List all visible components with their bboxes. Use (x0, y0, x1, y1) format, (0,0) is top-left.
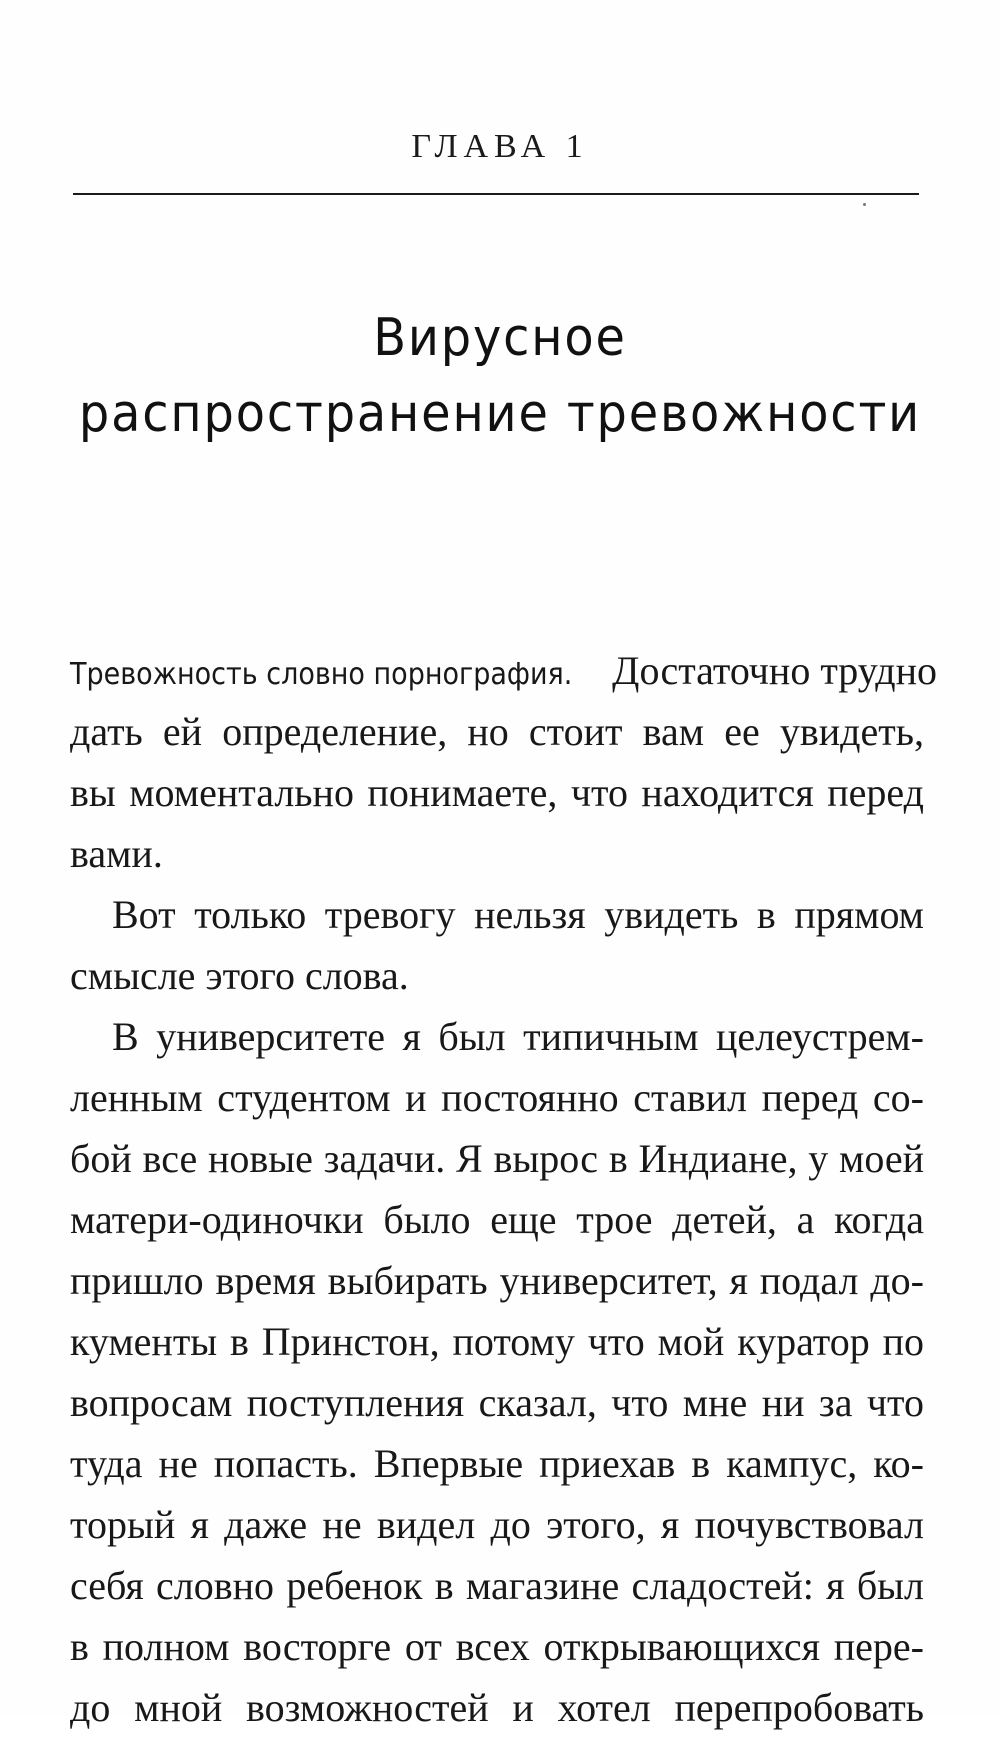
text-line-8: ленным студентом и постоянно ставил перед со- (70, 1075, 924, 1120)
text-line-15: торый я даже не видел до этого, я почувствовал (70, 1502, 924, 1547)
text-line-12: кументы в Принстон, потому что мой куратор по (70, 1319, 924, 1364)
text-line-10: матери-одиночки было еще трое детей, а когда (70, 1197, 924, 1242)
scan-speck (863, 203, 866, 206)
chapter-title-line-2: распространение тревожности (78, 383, 922, 444)
text-line-2: дать ей определение, но стоит вам ее увидеть, (70, 709, 924, 754)
text-line-18: до мной возможностей и хотел перепробовать (70, 1685, 924, 1730)
body-text (70, 640, 937, 1738)
text-line-6: смысле этого слова. (70, 953, 409, 998)
text-line-4: вами. (70, 831, 163, 876)
chapter-title-line-1: Вирусное (373, 307, 627, 368)
header-rule (73, 193, 919, 195)
text-line-1-rest: Достаточно трудно (602, 648, 937, 693)
text-line-16: себя словно ребенок в магазине сладостей: я был (70, 1563, 924, 1608)
text-line-13: вопросам поступления сказал, что мне ни за что (70, 1380, 924, 1425)
text-line-17: в полном восторге от всех открывающихся пере- (70, 1624, 924, 1669)
text-line-3: вы моментально понимаете, что находится перед (70, 770, 924, 815)
text-line-5: Вот только тревогу нельзя увидеть в прямом (112, 892, 924, 937)
chapter-title (40, 300, 960, 452)
chapter-label: ГЛАВА 1 (411, 128, 589, 165)
text-line-14: туда не попасть. Впервые приехав в кампус, ко- (70, 1441, 924, 1486)
text-line-1 (70, 640, 937, 701)
text-line-7: В университете я был типичным целеустрем- (112, 1014, 924, 1059)
lead-in-smallcaps: Тревожность словно порнография. (70, 657, 573, 692)
text-line-11: пришло время выбирать университет, я подал до- (70, 1258, 924, 1303)
text-line-9: бой все новые задачи. Я вырос в Индиане, у моей (70, 1136, 924, 1181)
